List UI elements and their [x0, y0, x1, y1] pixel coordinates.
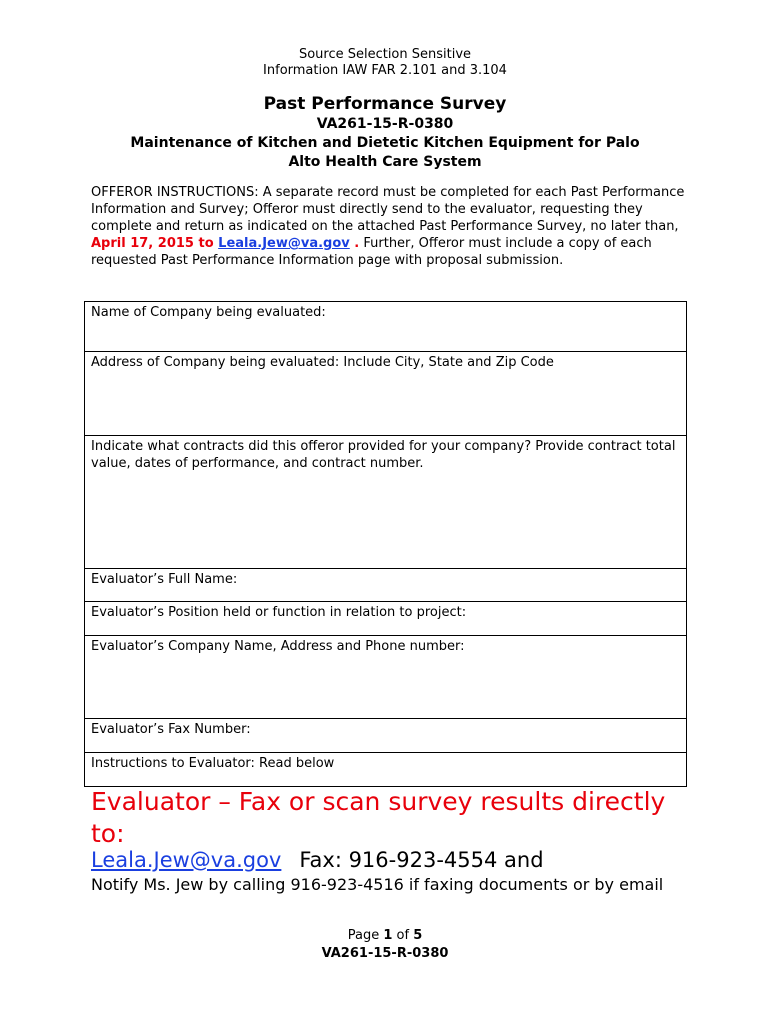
instructions-text: OFFEROR INSTRUCTIONS: A separate record must be completed for each Past Performance Information and Survey; Offeror must directly send to the evaluator, requesting they complete and return as indicated on the attached Past Performance Survey, no later than,: [91, 185, 685, 234]
form-row-evaluator-company: [85, 636, 687, 719]
evaluator-position-field[interactable]: Evaluator’s Position held or function in relation to project:: [85, 602, 687, 636]
form-row-evaluator-position: [85, 602, 687, 636]
page-title: Past Performance Survey: [263, 94, 507, 114]
deadline-text: April 17, 2015 to: [91, 236, 219, 251]
deadline-suffix: .: [349, 236, 360, 251]
form-row-company-name: [85, 302, 687, 352]
sensitivity-line-2: Information IAW FAR 2.101 and 3.104: [263, 63, 507, 78]
instructions-email-link[interactable]: Leala.Jew@va.gov: [218, 236, 350, 251]
fax-number: Fax: 916-923-4554 and: [299, 848, 544, 872]
evaluator-company-field[interactable]: Evaluator’s Company Name, Address and Phone number:: [85, 636, 687, 719]
page-label: Page: [347, 928, 384, 943]
company-address-field[interactable]: Address of Company being evaluated: Include City, State and Zip Code: [85, 352, 687, 436]
page-number: [0, 927, 770, 945]
page-total: 5: [413, 928, 423, 943]
survey-form-table: [84, 301, 687, 787]
contracts-field[interactable]: Indicate what contracts did this offeror provided for your company? Provide contract total value, dates of performance, and contract number.: [85, 436, 687, 569]
evaluator-instructions-field[interactable]: Instructions to Evaluator: Read below: [85, 753, 687, 787]
form-row-company-address: [85, 352, 687, 436]
notify-text: Notify Ms. Jew by calling 916-923-4516 if faxing documents or by email: [91, 875, 664, 894]
evaluator-contact-line: [91, 846, 691, 874]
solicitation-number: VA261-15-R-0380: [316, 116, 454, 132]
page-of-label: of: [392, 928, 414, 943]
evaluator-fax-field[interactable]: Evaluator’s Fax Number:: [85, 719, 687, 753]
company-name-field[interactable]: Name of Company being evaluated:: [85, 302, 687, 352]
project-title-line-1: Maintenance of Kitchen and Dietetic Kitchen Equipment for Palo: [130, 135, 640, 151]
page-current: 1: [383, 928, 393, 943]
form-row-evaluator-name: [85, 569, 687, 602]
sensitivity-line-1: Source Selection Sensitive: [298, 47, 472, 62]
offeror-instructions: [91, 184, 691, 269]
project-title-line-2: Alto Health Care System: [288, 154, 482, 170]
form-row-evaluator-instructions: [85, 753, 687, 787]
form-row-evaluator-fax: [85, 719, 687, 753]
form-row-contracts: [85, 436, 687, 569]
sensitivity-notice: [0, 47, 770, 79]
page-footer: [0, 927, 770, 963]
evaluator-name-field[interactable]: Evaluator’s Full Name:: [85, 569, 687, 602]
instructions-text-continued: Further, Offeror must include a copy of each requested Past Performance Information page with proposal submission.: [91, 236, 652, 268]
footer-solicitation-number: VA261-15-R-0380: [321, 946, 449, 961]
project-heading: [100, 115, 670, 172]
evaluator-notice-heading: Evaluator – Fax or scan survey results directly to:: [91, 787, 666, 848]
evaluator-email-link[interactable]: Leala.Jew@va.gov: [91, 848, 282, 872]
